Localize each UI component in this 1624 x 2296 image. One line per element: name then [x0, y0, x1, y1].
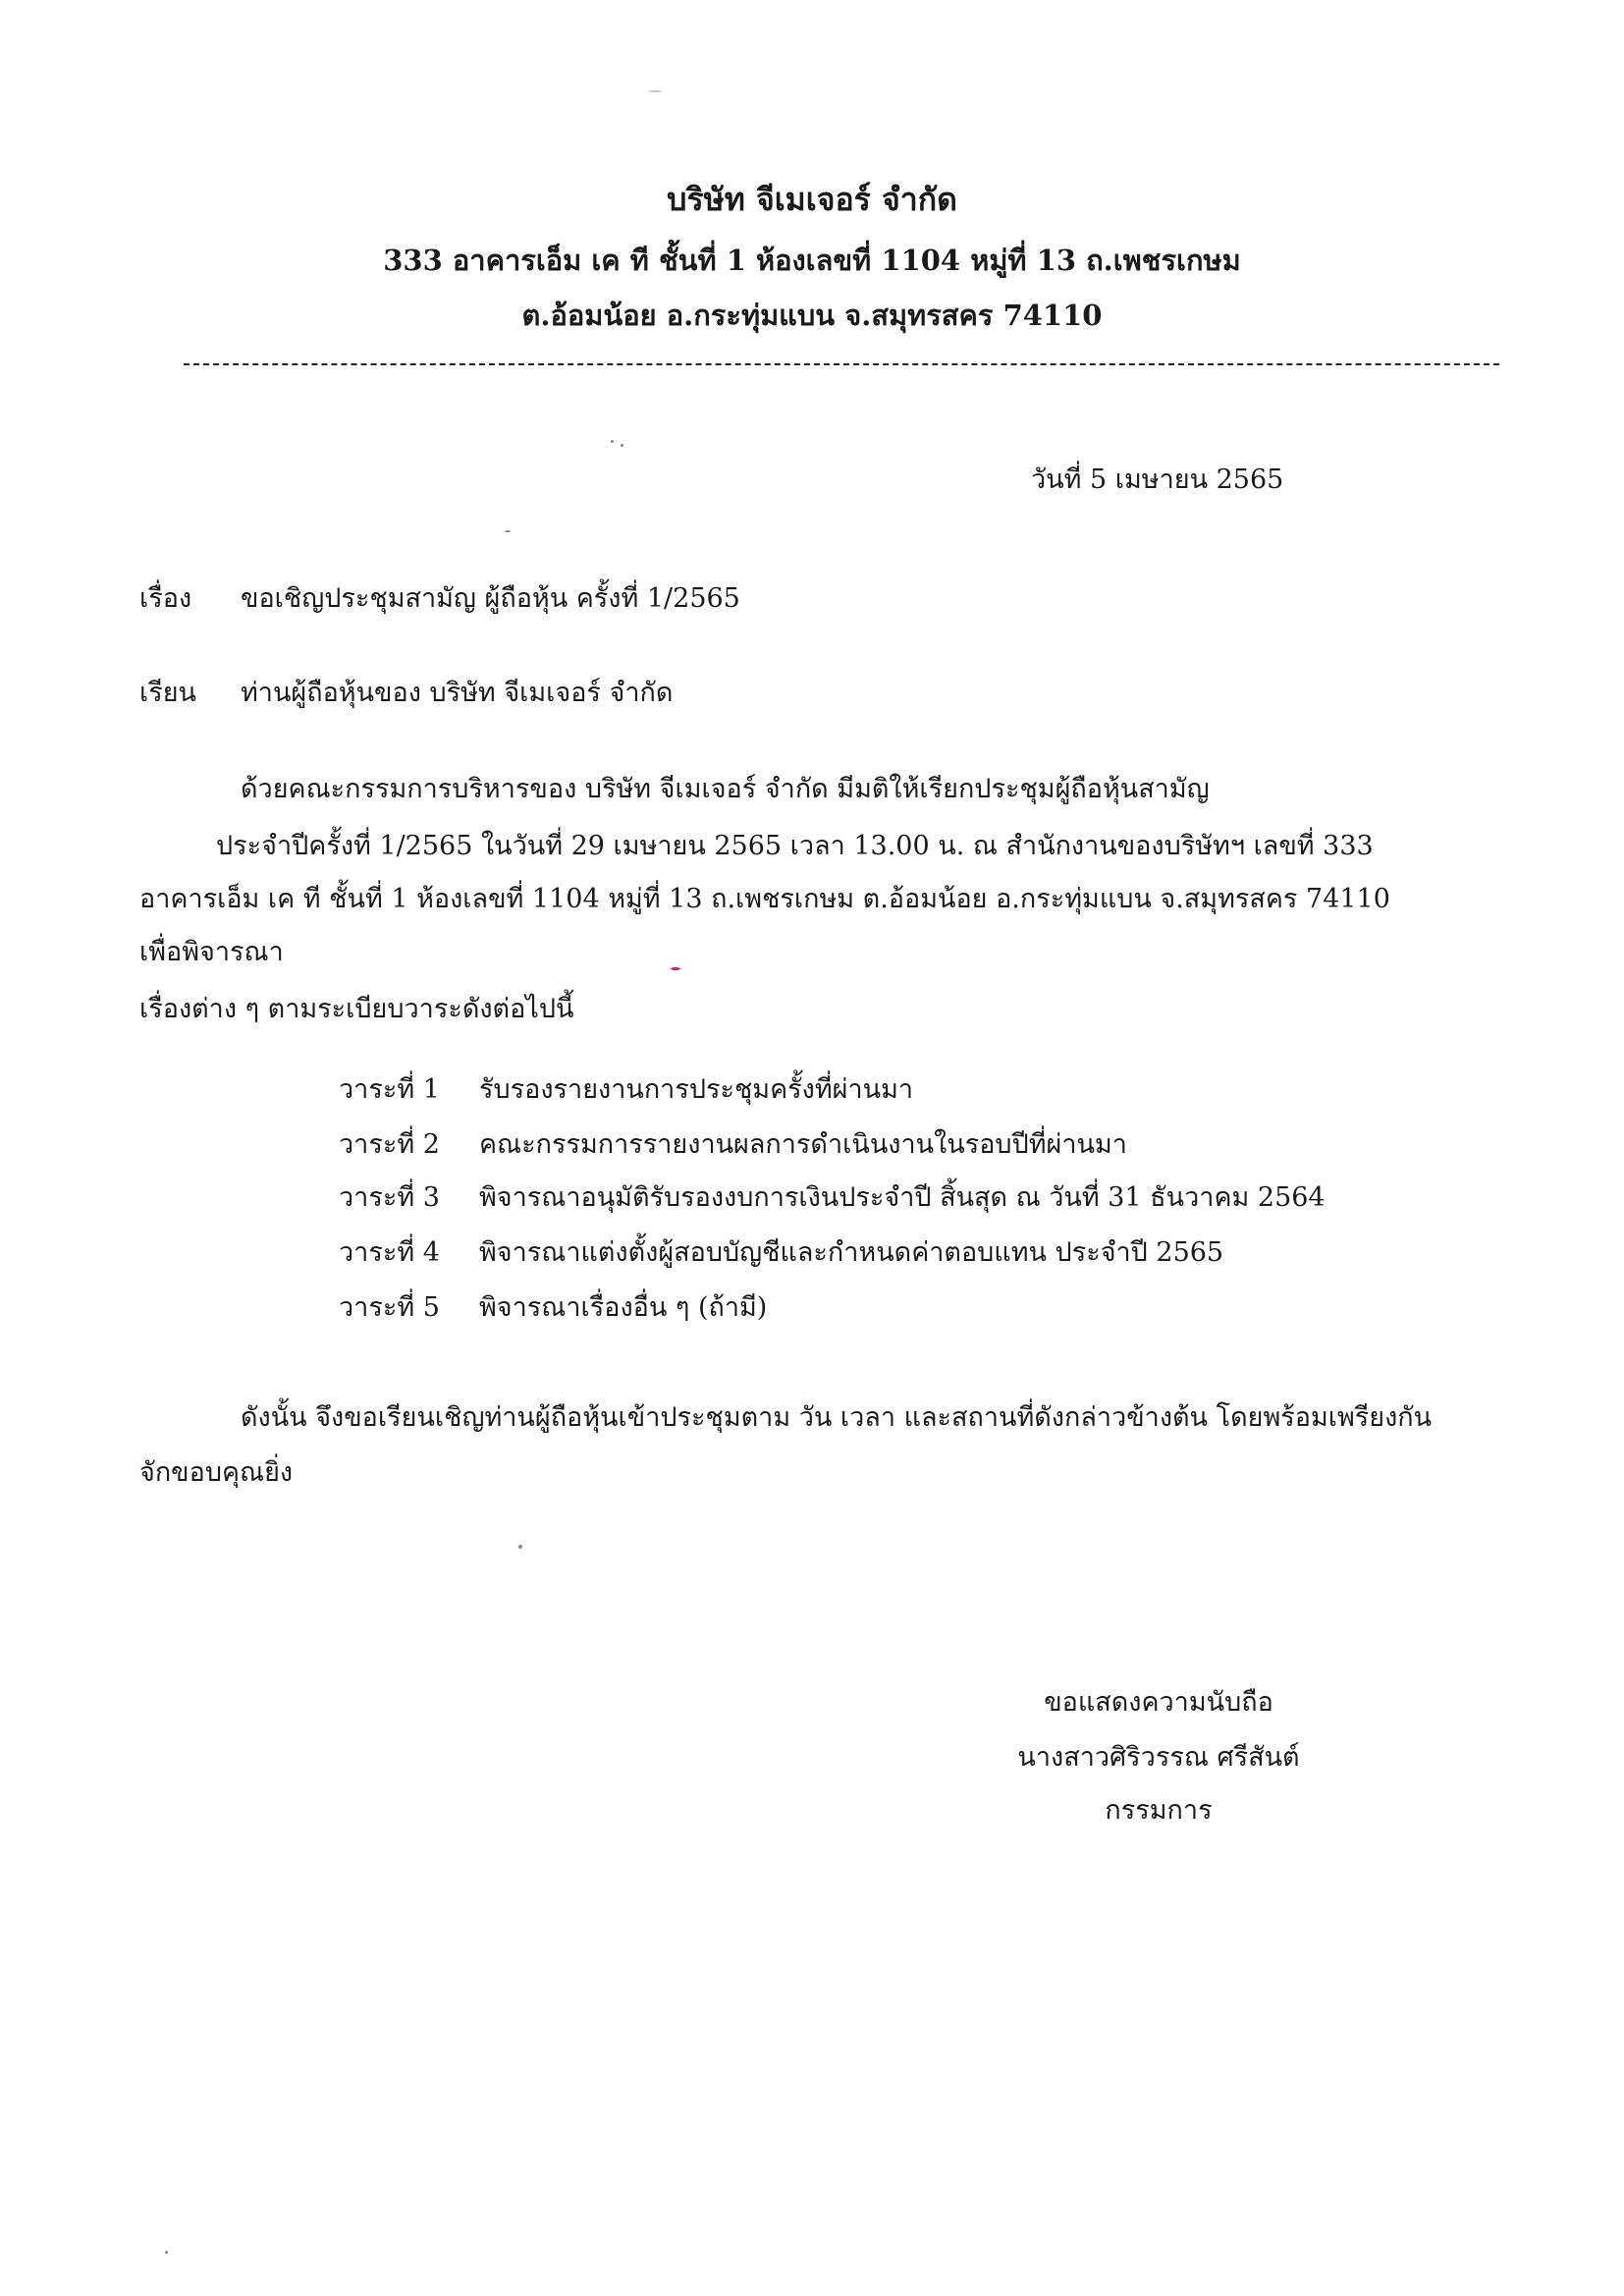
agenda-item-text: คณะกรรมการรายงานผลการดำเนินงานในรอบปีที่ผ่านมา [479, 1129, 1127, 1160]
body-line: เรื่องต่าง ๆ ตามระเบียบวาระดังต่อไปนี้ [139, 994, 574, 1024]
agenda-item [339, 1294, 767, 1321]
company-address-line-2: ต.อ้อมน้อย อ.กระทุ่มแบน จ.สมุทรสคร 74110 [521, 299, 1103, 332]
company-name: บริษัท จีเมเจอร์ จำกัด [667, 181, 957, 218]
scan-speck [518, 1545, 522, 1549]
agenda-item-label: วาระที่ 1 [339, 1074, 440, 1105]
agenda-item [339, 1131, 1127, 1158]
body-line: ด้วยคณะกรรมการบริหารของ บริษัท จีเมเจอร์ จำกัด มีมติให้เรียกประชุมผู้ถือหุ้นสามัญ [241, 774, 1210, 804]
subject-label: เรื่อง [139, 583, 192, 614]
agenda-item-label: วาระที่ 4 [339, 1237, 440, 1268]
agenda-item-text: รับรองรายงานการประชุมครั้งที่ผ่านมา [479, 1074, 914, 1105]
scan-speck [648, 90, 662, 92]
body-line: เพื่อพิจารณา [139, 937, 284, 967]
body-line: ประจำปีครั้งที่ 1/2565 ในวันที่ 29 เมษายน 2565 เวลา 13.00 น. ณ สำนักงานของบริษัทฯ เลขที่ 333 [216, 831, 1374, 861]
letter-date: วันที่ 5 เมษายน 2565 [1031, 465, 1284, 495]
company-address-line-1: 333 อาคารเอ็ม เค ที ชั้นที่ 1 ห้องเลขที่ 1104 หมู่ที่ 13 ถ.เพชรเกษม [383, 244, 1241, 277]
agenda-item-text: พิจารณาเรื่องอื่น ๆ (ถ้ามี) [479, 1292, 768, 1323]
agenda-item-label: วาระที่ 2 [339, 1129, 440, 1160]
header-divider [184, 363, 1499, 365]
signature-salutation: ขอแสดงความนับถือ [1044, 1687, 1273, 1718]
agenda-item [339, 1184, 1326, 1211]
subject-text: ขอเชิญประชุมสามัญ ผู้ถือหุ้น ครั้งที่ 1/2565 [241, 583, 740, 614]
signature-title: กรรมการ [1105, 1795, 1213, 1826]
body-line: อาคารเอ็ม เค ที ชั้นที่ 1 ห้องเลขที่ 1104 หมู่ที่ 13 ถ.เพชรเกษม ต.อ้อมน้อย อ.กระทุ่มแบน จ.สมุทรสคร 74110 [139, 884, 1390, 914]
recipient-text: ท่านผู้ถือหุ้นของ บริษัท จีเมเจอร์ จำกัด [241, 678, 674, 708]
scan-speck [611, 440, 614, 443]
scan-speck [671, 967, 680, 970]
agenda-item-label: วาระที่ 3 [339, 1182, 440, 1213]
agenda-item [339, 1239, 1223, 1266]
closing-line: ดังนั้น จึงขอเรียนเชิญท่านผู้ถือหุ้นเข้าประชุมตาม วัน เวลา และสถานที่ดังกล่าวข้างต้น โดยพร้อมเพรียงกัน [241, 1402, 1433, 1433]
recipient-label: เรียน [139, 678, 197, 708]
closing-line: จักขอบคุณยิ่ง [139, 1457, 294, 1488]
signature-name: นางสาวศิริวรรณ ศรีสันต์ [1017, 1742, 1300, 1773]
agenda-item-label: วาระที่ 5 [339, 1292, 440, 1323]
agenda-item-text: พิจารณาอนุมัติรับรองงบการเงินประจำปี สิ้นสุด ณ วันที่ 31 ธันวาคม 2564 [479, 1182, 1326, 1213]
scan-speck [505, 530, 511, 532]
scan-speck [621, 444, 623, 447]
agenda-item-text: พิจารณาแต่งตั้งผู้สอบบัญชีและกำหนดค่าตอบแทน ประจำปี 2565 [479, 1237, 1224, 1268]
scan-speck [165, 2251, 168, 2254]
agenda-item [339, 1076, 913, 1103]
